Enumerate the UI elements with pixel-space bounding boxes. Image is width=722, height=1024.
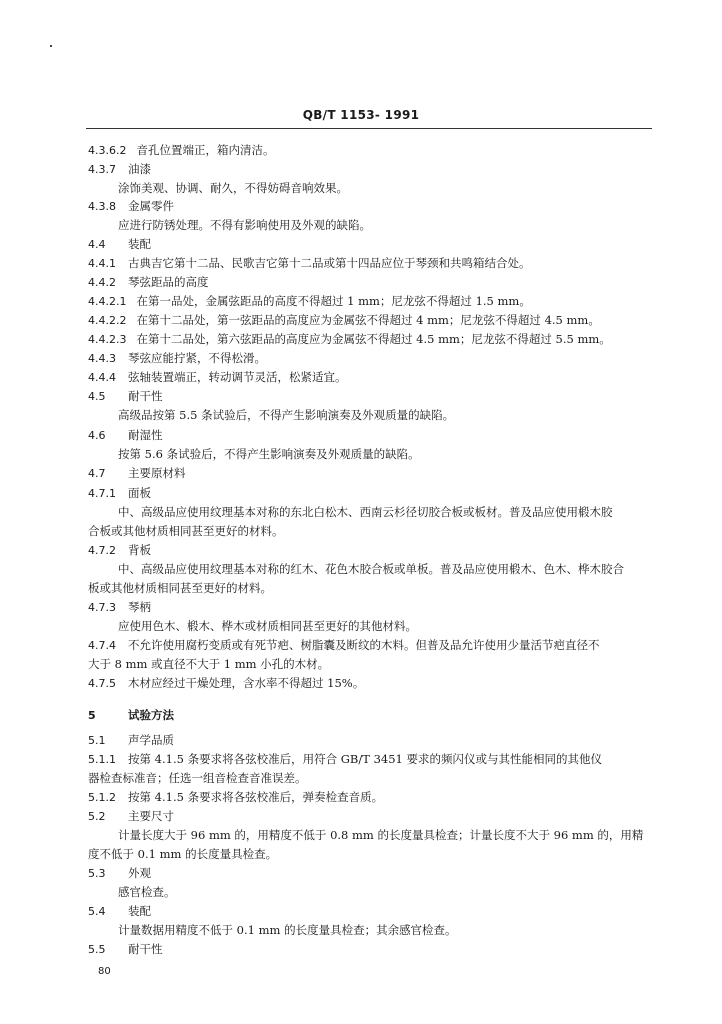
body-line: 应进行防锈处理。不得有影响使用及外观的缺陷。 xyxy=(118,218,371,232)
clause-line: 5.1.2 按第 4.1.5 条要求将各弦校准后，弹奏检查音质。 xyxy=(88,790,384,804)
clause-line: 4.4.2 琴弦距品的高度 xyxy=(88,275,209,289)
clause-line: 4.4.2.1 在第一品处，金属弦距品的高度不得超过 1 mm；尼龙弦不得超过 1.5 mm。 xyxy=(88,294,531,308)
body-line: 合板或其他材质相同甚至更好的材料。 xyxy=(88,524,284,538)
clause-line: 4.4.1 古典吉它第十二品、民歌吉它第十二品或第十四品应位于琴颈和共鸣箱结合处。 xyxy=(88,256,531,270)
body-line: 板或其他材质相同甚至更好的材料。 xyxy=(88,581,272,595)
clause-line: 5.3 外观 xyxy=(88,866,151,880)
body-line: 涂饰美观、协调、耐久，不得妨碍音响效果。 xyxy=(118,181,348,195)
header-rule xyxy=(86,128,652,129)
clause-line: 4.4 装配 xyxy=(88,237,151,251)
clause-line: 4.4.4 弦轴装置端正，转动调节灵活，松紧适宜。 xyxy=(88,370,347,384)
standard-code-header: QB/T 1153- 1991 xyxy=(302,108,420,122)
body-line: 应使用色木、椴木、桦木或材质相同甚至更好的其他材料。 xyxy=(118,619,417,633)
clause-line: 4.3.8 金属零件 xyxy=(88,199,174,213)
scan-speck xyxy=(50,45,52,47)
clause-line: 4.5 耐干性 xyxy=(88,389,163,403)
body-line: 器检查标准音；任选一组音检查音准误差。 xyxy=(88,771,307,785)
body-line: 高级品按第 5.5 条试验后，不得产生影响演奏及外观质量的缺陷。 xyxy=(118,408,455,422)
body-line: 中、高级品应使用纹理基本对称的红木、花色木胶合板或单板。普及品应使用椴木、色木、桦木胶合 xyxy=(118,562,624,576)
body-line: 计量长度大于 96 mm 的，用精度不低于 0.8 mm 的长度量具检查；计量长度不大于 96 mm 的，用精 xyxy=(118,828,644,842)
clause-line: 4.7.2 背板 xyxy=(88,543,151,557)
clause-line: 4.3.7 油漆 xyxy=(88,162,151,176)
clause-line: 5.1 声学品质 xyxy=(88,733,174,747)
body-line: 按第 5.6 条试验后，不得产生影响演奏及外观质量的缺陷。 xyxy=(118,447,420,461)
body-line: 度不低于 0.1 mm 的长度量具检查。 xyxy=(88,847,278,861)
body-line: 计量数据用精度不低于 0.1 mm 的长度量具检查；其余感官检查。 xyxy=(118,923,457,937)
clause-line: 4.4.2.3 在第十二品处，第六弦距品的高度应为金属弦不得超过 4.5 mm；尼龙弦不得超过 5.5 mm。 xyxy=(88,332,611,346)
clause-line: 4.7.3 琴柄 xyxy=(88,600,151,614)
clause-line: 4.6 耐湿性 xyxy=(88,428,163,442)
page-number: 80 xyxy=(98,966,111,977)
clause-line: 4.4.2.2 在第十二品处，第一弦距品的高度应为金属弦不得超过 4 mm；尼龙弦不得超过 4.5 mm。 xyxy=(88,313,600,327)
clause-line: 5.2 主要尺寸 xyxy=(88,809,174,823)
clause-line: 4.7.1 面板 xyxy=(88,486,151,500)
clause-line: 4.7.4 不允许使用腐朽变质或有死节疤、树脂囊及断纹的木料。但普及品允许使用少量活节疤直径不 xyxy=(88,638,600,652)
clause-line: 4.7 主要原材料 xyxy=(88,466,186,480)
body-line: 感官检查。 xyxy=(118,885,176,899)
clause-line: 4.3.6.2 音孔位置端正，箱内清洁。 xyxy=(88,143,275,157)
clause-line: 5.1.1 按第 4.1.5 条要求将各弦校准后，用符合 GB/T 3451 要求的频闪仪或与其性能相同的其他仪 xyxy=(88,752,602,766)
clause-line: 4.7.5 木材应经过干燥处理，含水率不得超过 15%。 xyxy=(88,676,365,690)
clause-line: 5.4 装配 xyxy=(88,904,151,918)
body-line: 大于 8 mm 或直径不大于 1 mm 小孔的木材。 xyxy=(88,657,330,671)
clause-line: 4.4.3 琴弦应能拧紧，不得松滑。 xyxy=(88,351,266,365)
clause-line: 5.5 耐干性 xyxy=(88,942,163,956)
section-heading: 5 试验方法 xyxy=(88,708,174,722)
body-line: 中、高级品应使用纹理基本对称的东北白松木、西南云杉径切胶合板或板材。普及品应使用椴木胶 xyxy=(118,505,613,519)
